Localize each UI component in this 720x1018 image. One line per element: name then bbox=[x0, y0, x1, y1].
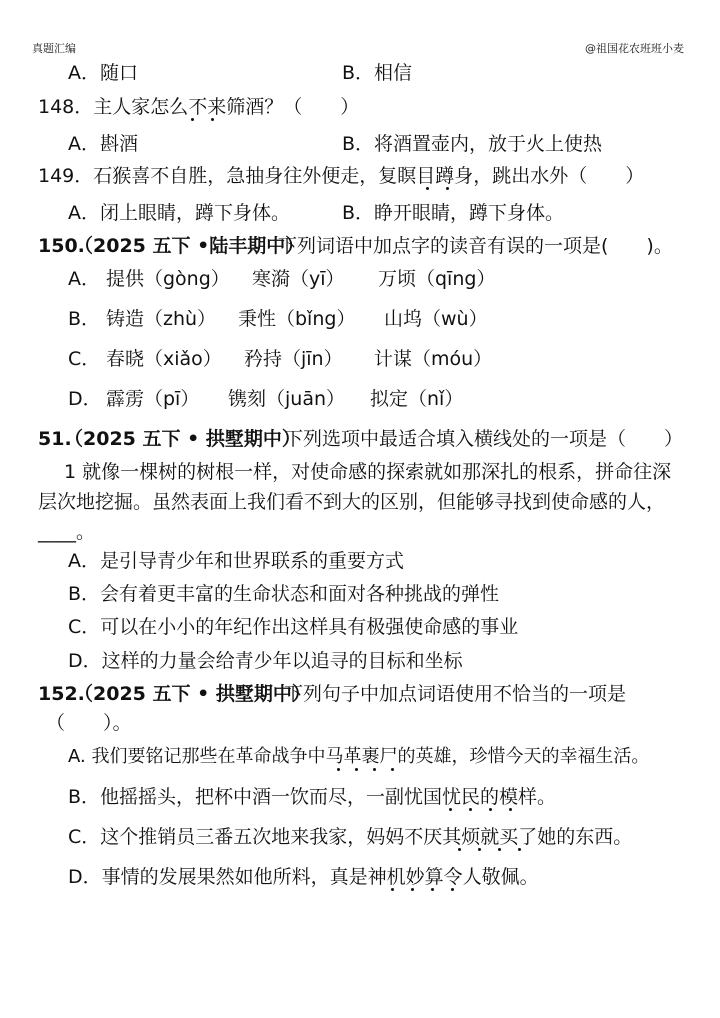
q150-number: 150. bbox=[38, 235, 85, 257]
emphasis-dot bbox=[498, 848, 501, 851]
q150-word: 春晓（xiǎo） bbox=[106, 348, 222, 370]
q151-option-text: C．可以在小小的年纪作出这样具有极强使命感的事业 bbox=[68, 616, 519, 638]
emphasis-dot bbox=[451, 888, 454, 891]
q150-option-letter: D． bbox=[68, 388, 102, 410]
q151-number: 51. bbox=[38, 428, 72, 450]
q152-stem-text: 下列句子中加点词语使用不恰当的一项是 bbox=[284, 683, 627, 705]
emphasis-dot bbox=[391, 768, 394, 771]
q149-stem-text: 149．石猴喜不自胜，急抽身往外便走，复瞑目蹲身，跳出水外（ ） bbox=[38, 165, 645, 187]
emphasis-dot bbox=[191, 118, 194, 121]
q150-word: 矜持（jīn） bbox=[244, 348, 343, 370]
q150-word: 山坞（wù） bbox=[384, 308, 488, 330]
q152-option-text: C．这个推销员三番五次地来我家，妈妈不厌其烦就买了她的东西。 bbox=[68, 826, 633, 848]
emphasis-dot bbox=[337, 768, 340, 771]
emphasis-dot bbox=[411, 888, 414, 891]
q151-source: （2025 五下 • 拱墅期中） bbox=[64, 428, 301, 450]
q150-word: 计谋（móu） bbox=[374, 348, 493, 370]
q152-number: 152. bbox=[38, 683, 85, 705]
emphasis-dot bbox=[373, 768, 376, 771]
emphasis-dot bbox=[355, 768, 358, 771]
emphasis-dot bbox=[446, 187, 449, 190]
emphasis-dot bbox=[391, 888, 394, 891]
emphasis-dot bbox=[426, 187, 429, 190]
emphasis-dot bbox=[431, 888, 434, 891]
emphasis-dot bbox=[211, 118, 214, 121]
q150-word: 万顷（qīng） bbox=[378, 268, 496, 290]
header-right: @祖国花农班班小麦 bbox=[585, 42, 684, 55]
q149-option-a: A．闭上眼睛，蹲下身体。 bbox=[68, 202, 290, 224]
q151-passage-text: 层次地挖掘。虽然表面上我们看不到大的区别，但能够寻找到使命感的人， bbox=[38, 491, 666, 513]
q147-option-a: A．随口 bbox=[68, 62, 138, 84]
q152-option-text: B．他摇摇头，把杯中酒一饮而尽，一副忧国忧民的模样。 bbox=[68, 786, 557, 808]
q150-option-letter: B． bbox=[68, 308, 101, 330]
q150-word: 拟定（nǐ） bbox=[370, 388, 464, 410]
q149-option-b: B．睁开眼睛，蹲下身体。 bbox=[342, 202, 565, 224]
q150-word: 铸造（zhù） bbox=[106, 308, 217, 330]
q151-option-text: D．这样的力量会给青少年以追寻的目标和坐标 bbox=[68, 650, 463, 672]
q151-stem-text: 下列选项中最适合填入横线处的一项是（ ） bbox=[284, 428, 684, 450]
q150-word: 寒漪（yī） bbox=[252, 268, 345, 290]
q150-stem-text: 下列词语中加点字的读音有误的一项是( )。 bbox=[278, 235, 673, 257]
q150-option-letter: A． bbox=[68, 268, 100, 290]
q148-stem-text: 148．主人家怎么不来筛酒？（ ） bbox=[38, 96, 360, 118]
q151-option-text: B．会有着更丰富的生命状态和面对各种挑战的弹性 bbox=[68, 583, 500, 605]
q152-stem-paren: （ ）。 bbox=[46, 712, 132, 734]
emphasis-dot bbox=[458, 848, 461, 851]
emphasis-dot bbox=[449, 808, 452, 811]
emphasis-dot bbox=[478, 848, 481, 851]
q152-option-text: A. 我们要铭记那些在革命战争中马革裹尸的英雄，珍惜今天的幸福生活。 bbox=[68, 746, 650, 767]
q151-passage-text: 1 就像一棵树的树根一样，对使命感的探索就如那深扎的根系，拼命往深 bbox=[64, 461, 672, 483]
q147-option-b: B．相信 bbox=[342, 62, 413, 84]
q150-source: （2025 五下 •陆丰期中） bbox=[74, 235, 305, 257]
q152-source: （2025 五下 • 拱墅期中） bbox=[74, 683, 311, 705]
q150-word: 提供（gòng） bbox=[106, 268, 230, 290]
header-left: 真题汇编 bbox=[32, 42, 76, 55]
q150-word: 霹雳（pī） bbox=[106, 388, 200, 410]
q151-blank: ____。 bbox=[38, 521, 96, 543]
q150-word: 秉性（bǐng） bbox=[238, 308, 356, 330]
emphasis-dot bbox=[489, 808, 492, 811]
q152-option-text: D．事情的发展果然如他所料，真是神机妙算令人敬佩。 bbox=[68, 866, 539, 888]
emphasis-dot bbox=[469, 808, 472, 811]
q150-word: 镌刻（juān） bbox=[228, 388, 346, 410]
q150-option-letter: C． bbox=[68, 348, 101, 370]
emphasis-dot bbox=[518, 848, 521, 851]
emphasis-dot bbox=[509, 808, 512, 811]
q148-option-a: A．斟酒 bbox=[68, 133, 138, 155]
q151-option-text: A．是引导青少年和世界联系的重要方式 bbox=[68, 550, 404, 572]
q148-option-b: B．将酒置壶内，放于火上使热 bbox=[342, 133, 603, 155]
